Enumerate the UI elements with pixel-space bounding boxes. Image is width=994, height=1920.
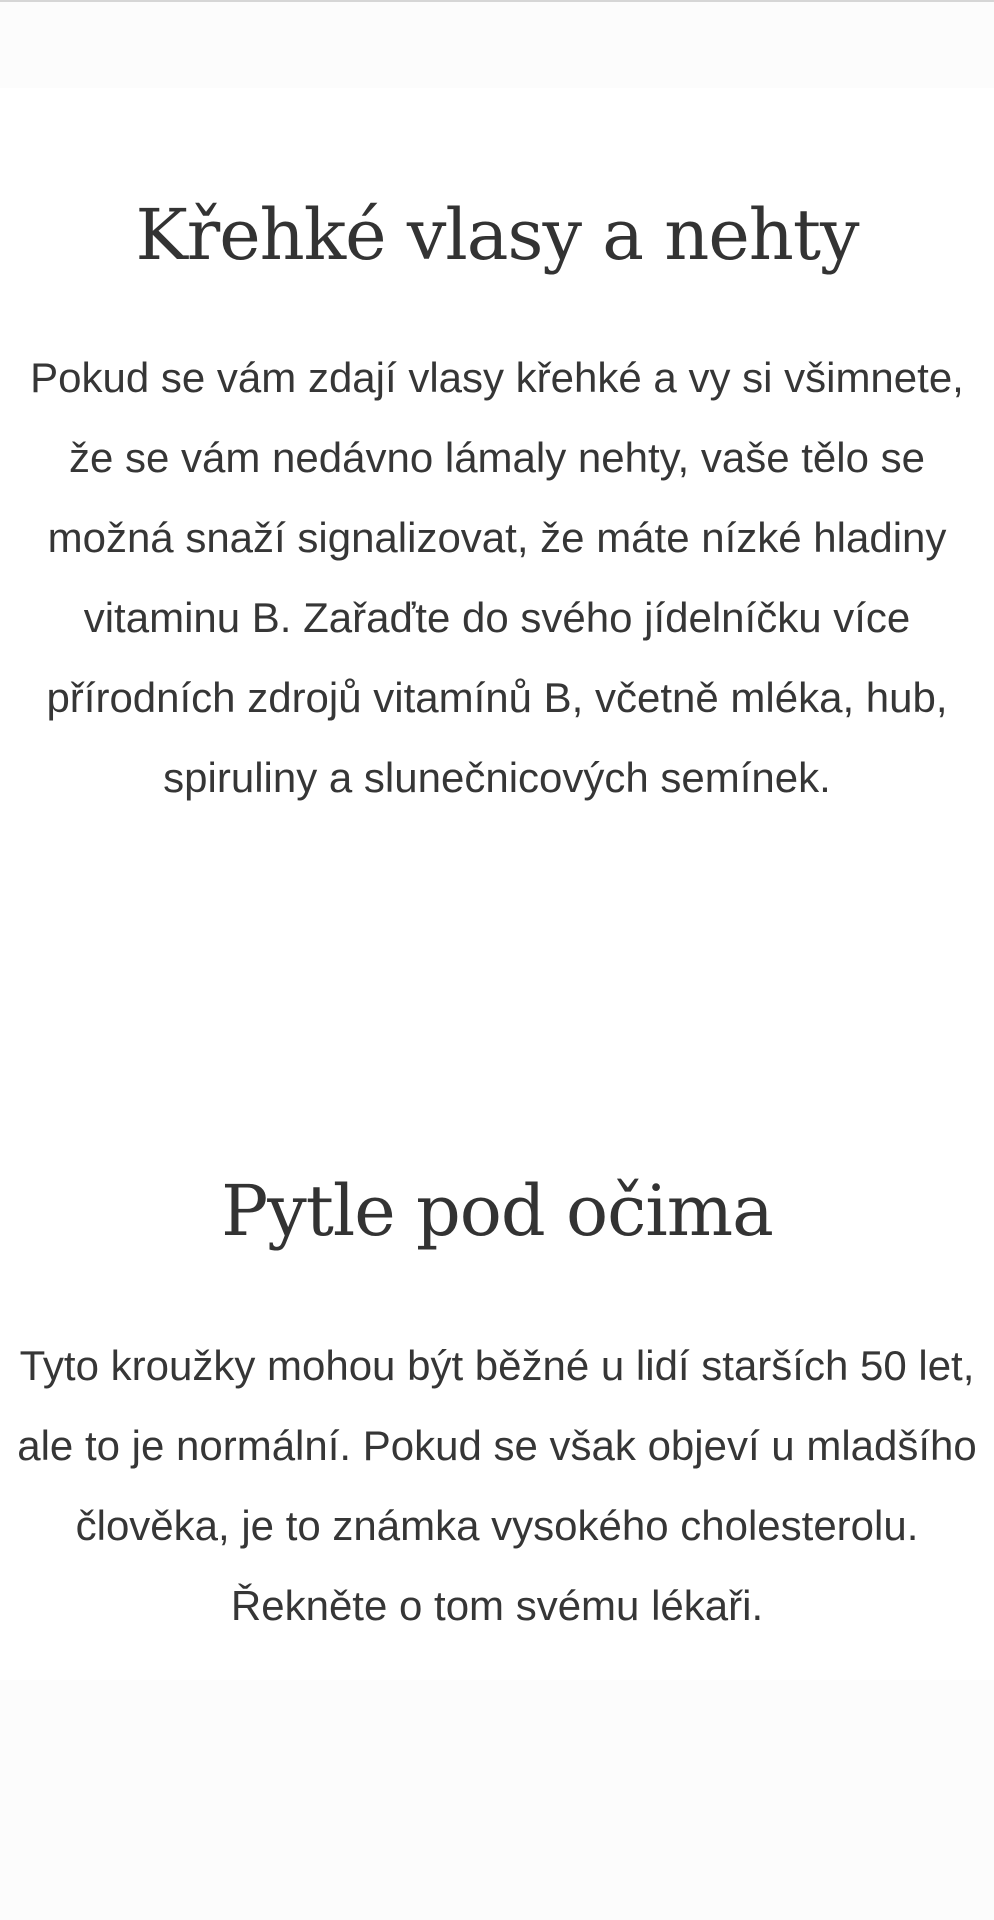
section-heading: Křehké vlasy a nehty <box>135 194 859 276</box>
section-paragraph: Pokud se vám zdají vlasy křehké a vy si všimnete, že se vám nedávno lámaly nehty, vaše tělo se možná snaží signalizovat, že máte nízké hladiny vitaminu B. Zařaďte do svého jídelníčku více přírodních zdrojů vitamínů B, včetně mléka, hub, spiruliny a slunečnicových semínek. <box>30 354 964 801</box>
section-eye-bags <box>0 1166 994 1646</box>
top-divider <box>0 0 994 2</box>
section-paragraph: Tyto kroužky mohou být běžné u lidí starších 50 let, ale to je normální. Pokud se však objeví u mladšího člověka, je to známka vysokého cholesterolu. Řekněte o tom svému lékaři. <box>17 1342 977 1629</box>
section-heading: Pytle pod očima <box>221 1170 773 1252</box>
section-brittle-hair-nails <box>0 190 994 818</box>
article-content <box>0 88 994 1680</box>
